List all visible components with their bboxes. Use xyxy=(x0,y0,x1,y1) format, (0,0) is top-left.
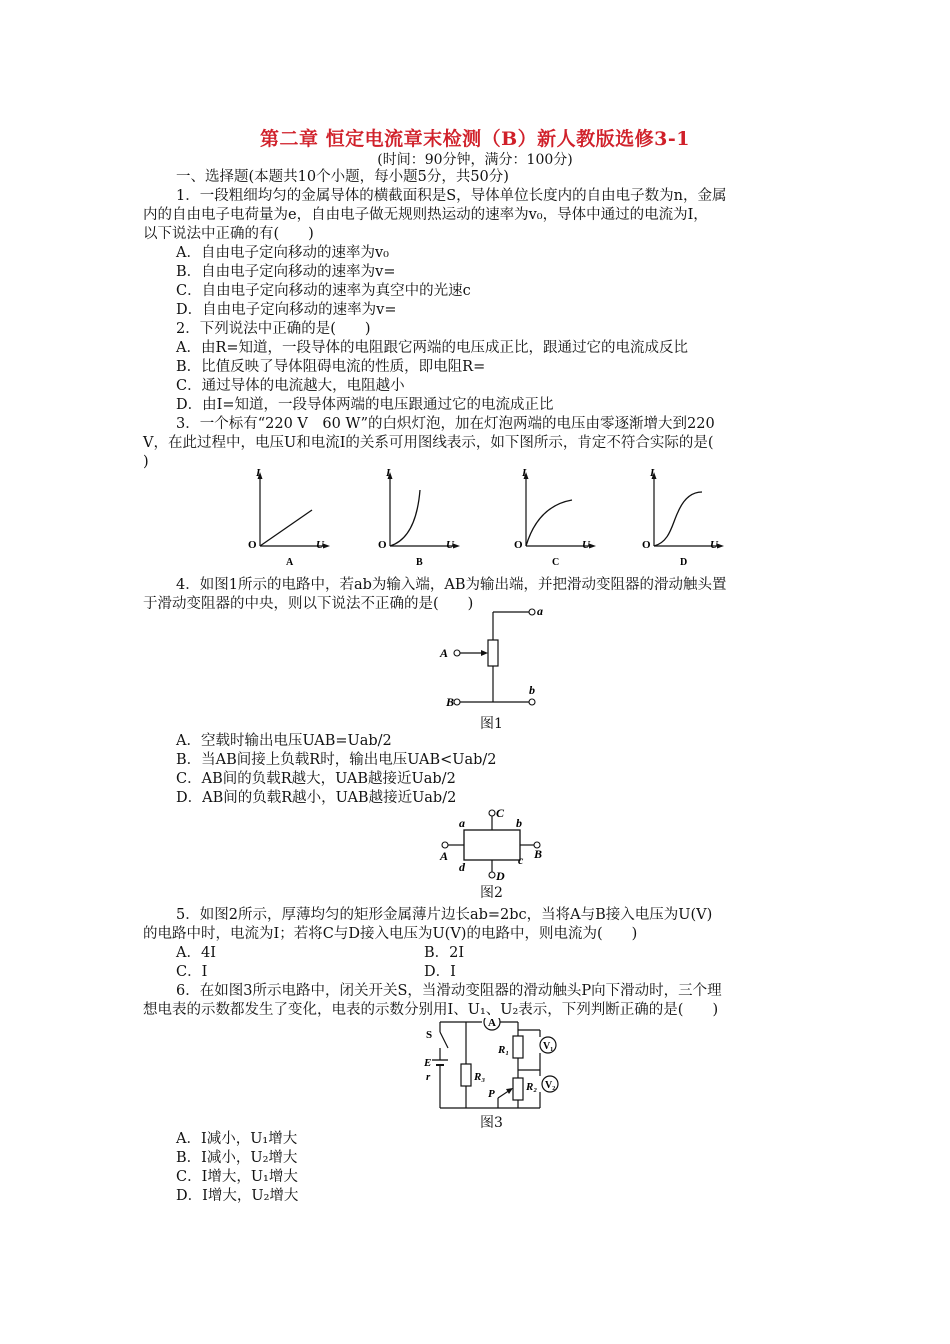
fig2-label-a: a xyxy=(459,816,465,830)
graph-d-curve xyxy=(654,492,702,546)
figure-3-caption: 图3 xyxy=(480,1115,503,1131)
q1-line1: 1．一段粗细均匀的金属导体的横截面积是S，导体单位长度内的自由电子数为n，金属 xyxy=(176,188,727,204)
q1-option-b: B．自由电子定向移动的速率为v= xyxy=(176,264,396,280)
graph-c-ylabel: I xyxy=(522,468,527,479)
q6-line2: 想电表的示数都发生了变化，电表的示数分别用I、U₁、U₂表示，下列判断正确的是( ) xyxy=(143,1002,719,1018)
q4-option-d: D．AB间的负载R越小，UAB越接近Uab/2 xyxy=(176,790,457,806)
fig3-label-P: P xyxy=(488,1088,495,1100)
fig2-label-B: B xyxy=(534,847,543,861)
q2-option-b: B．比值反映了导体阻碍电流的性质，即电阻R= xyxy=(176,359,486,375)
graph-a-origin: O xyxy=(248,539,257,551)
graph-d-label: D xyxy=(680,557,688,568)
fig1-label-B: B xyxy=(446,695,455,709)
fig2-metal-plate xyxy=(464,830,520,860)
figure-1-caption: 图1 xyxy=(480,716,503,732)
q5-line2: 的电路中时，电流为I；若将C与D接入电压为U(V)的电路中，则电流为( ) xyxy=(143,926,638,942)
q3-graphs xyxy=(248,468,728,568)
fig3-label-E: E xyxy=(424,1057,432,1069)
q6-option-c: C．I增大，U₁增大 xyxy=(176,1169,298,1185)
q1-option-c: C．自由电子定向移动的速率为真空中的光速c xyxy=(176,283,471,299)
q5-option-b: B．2I xyxy=(424,945,465,961)
graph-b-origin: O xyxy=(378,539,387,551)
q1-option-d: D．自由电子定向移动的速率为v= xyxy=(176,302,397,318)
fig3-switch xyxy=(440,1032,448,1048)
graph-d-origin: O xyxy=(642,539,651,551)
q1-option-a: A．自由电子定向移动的速率为v₀ xyxy=(176,245,389,261)
q6-option-d: D．I增大，U₂增大 xyxy=(176,1188,299,1204)
q5-option-d: D．I xyxy=(424,964,456,980)
fig1-rheostat xyxy=(488,640,498,666)
fig1-label-b: b xyxy=(529,683,535,697)
q2-line1: 2．下列说法中正确的是( ) xyxy=(176,321,371,337)
graph-c-curve xyxy=(526,500,572,546)
q5-option-c: C．I xyxy=(176,964,208,980)
fig3-R1 xyxy=(513,1036,523,1058)
fig2-label-c: c xyxy=(518,853,524,867)
figure-2-plate xyxy=(434,804,552,882)
fig3-R3 xyxy=(461,1064,471,1086)
graph-c xyxy=(514,468,596,568)
figure-2-caption: 图2 xyxy=(480,885,503,901)
q4-option-c: C．AB间的负载R越大，UAB越接近Uab/2 xyxy=(176,771,456,787)
graph-d xyxy=(642,468,724,568)
graph-b-xlabel: U xyxy=(446,539,454,551)
graph-a xyxy=(248,468,330,568)
figure-1-circuit xyxy=(436,600,556,712)
q1-line3: 以下说法中正确的有( ) xyxy=(143,226,314,242)
graph-d-xlabel: U xyxy=(710,539,718,551)
q3-line1: 3．一个标有“220 V 60 W”的白炽灯泡，加在灯泡两端的电压由零逐渐增大到220 xyxy=(176,416,715,432)
q2-option-c: C．通过导体的电流越大，电阻越小 xyxy=(176,378,405,394)
fig2-label-D: D xyxy=(496,869,505,882)
q6-line1: 6．在如图3所示电路中，闭关开关S，当滑动变阻器的滑动触头P向下滑动时，三个理 xyxy=(176,983,722,999)
page-title: 第二章 恒定电流章末检测（B）新人教版选修3-1 xyxy=(259,128,690,150)
graph-d-ylabel: I xyxy=(650,468,655,479)
fig2-label-C: C xyxy=(496,806,505,820)
graph-b-ylabel: I xyxy=(386,468,391,479)
graph-a-xlabel: U xyxy=(316,539,324,551)
q4-line1: 4．如图1所示的电路中，若ab为输入端，AB为输出端，并把滑动变阻器的滑动触头置 xyxy=(176,577,727,593)
fig3-label-R1: R₁ xyxy=(498,1044,510,1056)
graph-b-curve xyxy=(390,490,420,546)
q4-option-a: A．空载时输出电压UAB=Uab/2 xyxy=(176,733,392,749)
q2-option-a: A．由R=知道，一段导体的电阻跟它两端的电压成正比，跟通过它的电流成反比 xyxy=(176,340,689,356)
fig3-R2 xyxy=(513,1078,523,1100)
graph-a-ylabel: I xyxy=(256,468,261,479)
graph-a-curve xyxy=(260,510,312,546)
graph-c-xlabel: U xyxy=(582,539,590,551)
q2-option-d: D．由I=知道，一段导体两端的电压跟通过它的电流成正比 xyxy=(176,397,554,413)
q5-line1: 5．如图2所示，厚薄均匀的矩形金属薄片边长ab=2bc，当将A与B接入电压为U(V) xyxy=(176,907,713,923)
exam-info: (时间：90分钟，满分：100分) xyxy=(377,152,573,168)
fig2-label-b: b xyxy=(516,816,522,830)
q4-option-b: B．当AB间接上负载R时，输出电压UAB<Uab/2 xyxy=(176,752,497,768)
fig3-label-A: A xyxy=(488,1018,496,1029)
graph-b xyxy=(378,468,460,568)
fig2-label-d: d xyxy=(459,860,465,874)
fig1-label-a: a xyxy=(537,604,543,618)
fig2-label-A: A xyxy=(440,849,449,863)
fig1-label-A: A xyxy=(440,646,449,660)
section-heading: 一、选择题(本题共10个小题，每小题5分，共50分) xyxy=(176,169,509,185)
fig3-label-V2: V₂ xyxy=(545,1080,556,1091)
q3-line3: ) xyxy=(143,454,149,470)
q6-option-b: B．I减小，U₂增大 xyxy=(176,1150,298,1166)
fig3-label-r: r xyxy=(426,1071,431,1083)
fig3-label-R2: R₂ xyxy=(526,1081,538,1093)
q1-line2: 内的自由电子电荷量为e，自由电子做无规则热运动的速率为v₀，导体中通过的电流为I， xyxy=(143,207,708,223)
graph-b-label: B xyxy=(416,557,423,568)
graph-c-label: C xyxy=(552,557,560,568)
q4-line2: 于滑动变阻器的中央，则以下说法不正确的是( ) xyxy=(143,596,474,612)
q5-option-a: A．4I xyxy=(176,945,216,961)
q6-option-a: A．I减小，U₁增大 xyxy=(176,1131,298,1147)
fig3-label-R3: R₃ xyxy=(474,1071,486,1083)
q3-line2: V，在此过程中，电压U和电流I的关系可用图线表示，如下图所示，肯定不符合实际的是( xyxy=(143,435,714,451)
graph-a-label: A xyxy=(286,557,294,568)
fig3-label-V1: V₁ xyxy=(543,1041,554,1052)
graph-c-origin: O xyxy=(514,539,523,551)
figure-3-circuit xyxy=(418,1018,568,1114)
fig3-label-S: S xyxy=(426,1029,433,1041)
